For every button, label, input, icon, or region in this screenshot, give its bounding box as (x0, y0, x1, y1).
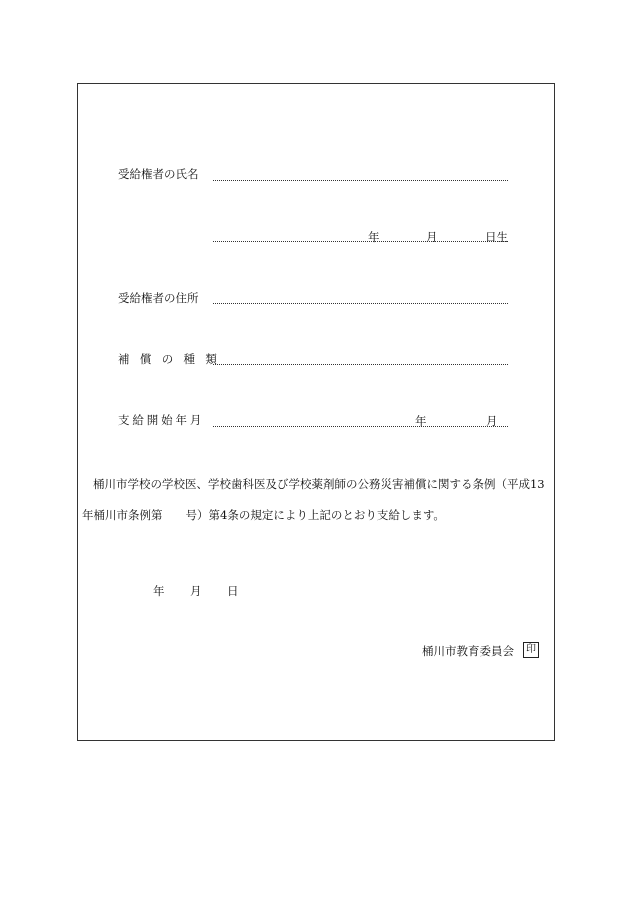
statement-line-2: 年桶川市条例第 号）第4条の規定により上記のとおり支給します。 (82, 508, 445, 522)
date-month-label: 月 (190, 584, 202, 598)
compensation-type-label: 補償の種類 (118, 352, 228, 366)
birth-month-label: 月 (426, 230, 438, 244)
recipient-address-label: 受給権者の住所 (118, 291, 199, 305)
statement-line-1: 桶川市学校の学校医、学校歯科医及び学校薬剤師の公務災害補償に関する条例（平成13 (93, 477, 545, 491)
birth-date-field[interactable] (213, 241, 508, 242)
payment-start-label: 支給開始年月 (118, 413, 205, 427)
compensation-type-field[interactable] (213, 364, 508, 365)
date-day-label: 日 (227, 584, 239, 598)
birth-year-label: 年 (368, 230, 380, 244)
recipient-name-label: 受給権者の氏名 (118, 167, 199, 181)
recipient-name-field[interactable] (213, 180, 508, 181)
payment-start-year-label: 年 (415, 414, 427, 428)
birth-day-label: 日生 (485, 230, 508, 244)
statement-paragraph (82, 469, 552, 531)
issuer-name: 桶川市教育委員会 (422, 644, 514, 658)
seal-mark: 印 (523, 642, 539, 658)
date-year-label: 年 (153, 584, 165, 598)
payment-start-month-label: 月 (486, 414, 498, 428)
recipient-address-field[interactable] (213, 303, 508, 304)
payment-start-field[interactable] (213, 426, 508, 427)
